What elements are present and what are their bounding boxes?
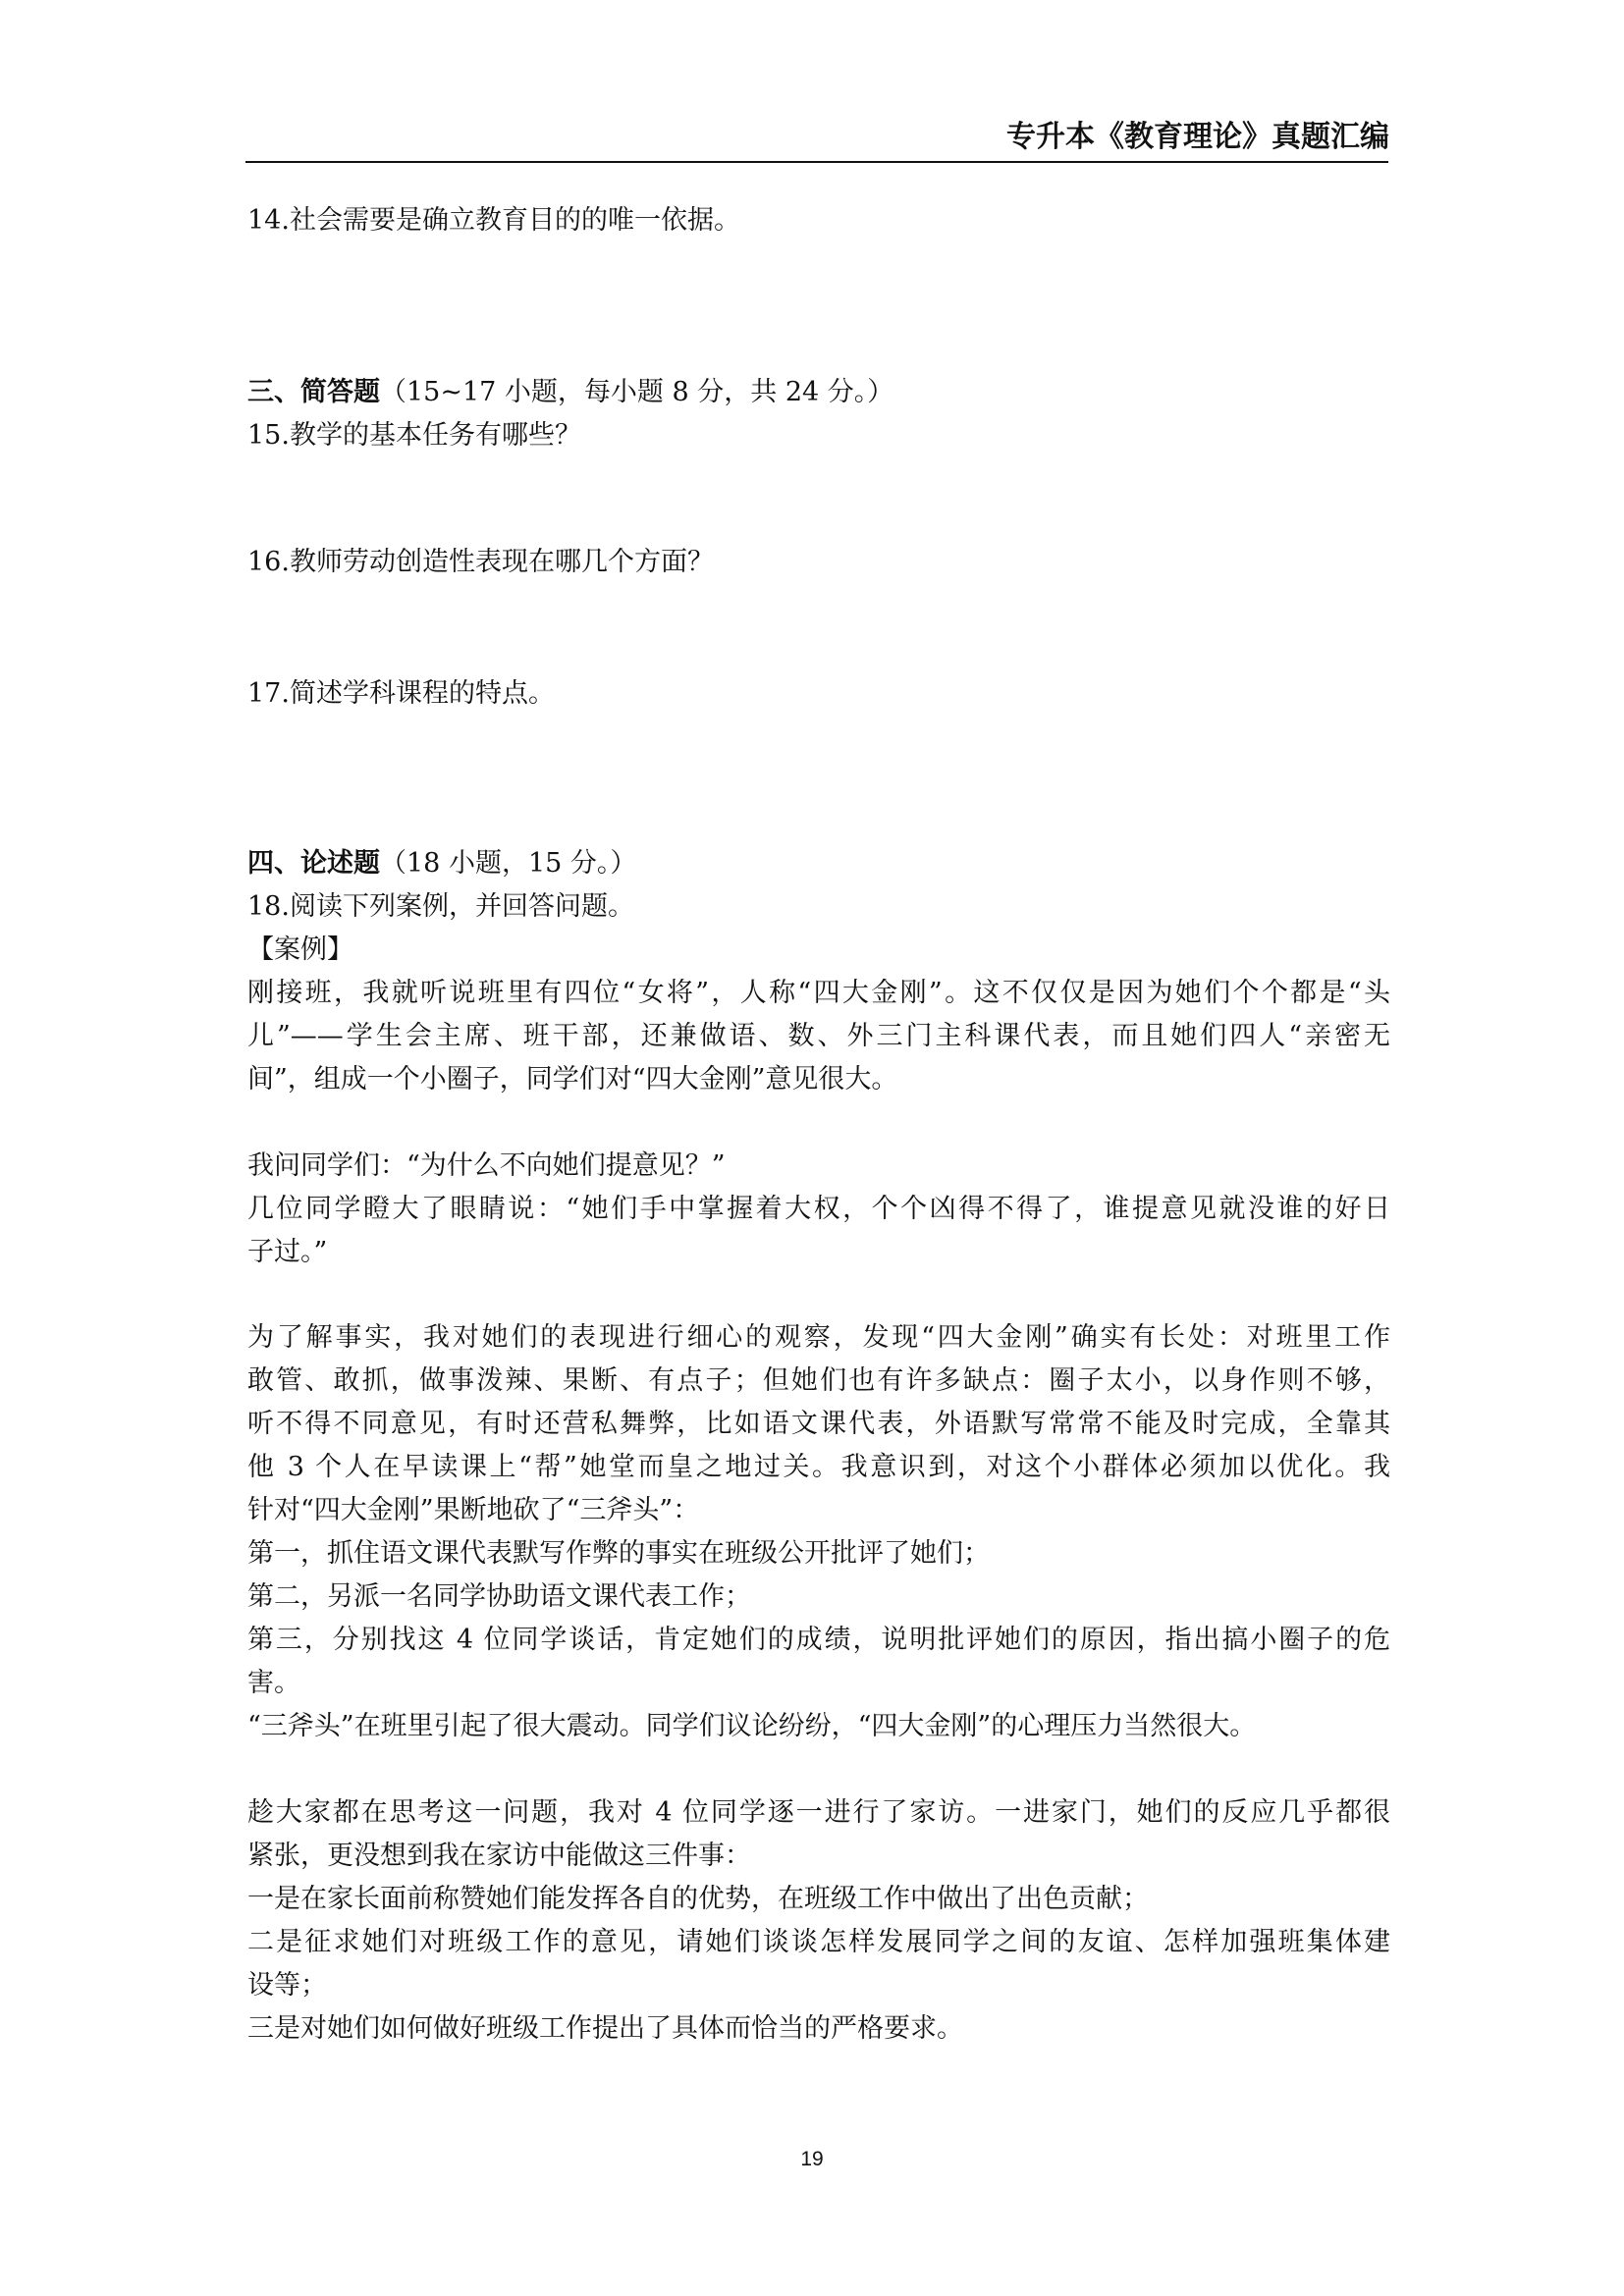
- case-line: 儿”——学生会主席、班干部，还兼做语、数、外三门主科课代表，而且她们四人“亲密无: [247, 1021, 1390, 1051]
- section-4-heading: [247, 844, 1390, 883]
- case-line: 间”，组成一个小圈子，同学们对“四大金刚”意见很大。: [247, 1064, 898, 1095]
- case-line: 一是在家长面前称赞她们能发挥各自的优势，在班级工作中做出了出色贡献；: [247, 1884, 1149, 1914]
- section-3-note: （15~17 小题，每小题 8 分，共 24 分。）: [380, 377, 894, 407]
- section-3-heading: [247, 373, 1390, 412]
- case-line: 第二，另派一名同学协助语文课代表工作；: [247, 1581, 751, 1612]
- case-line: 趁大家都在思考这一问题，我对 4 位同学逐一进行了家访。一进家门，她们的反应几乎都很: [247, 1797, 1390, 1828]
- case-line: 刚接班，我就听说班里有四位“女将”，人称“四大金刚”。这不仅仅是因为她们个个都是“头: [247, 978, 1390, 1008]
- page-number: 19: [800, 2148, 824, 2170]
- case-line: 听不得不同意见，有时还营私舞弊，比如语文课代表，外语默写常常不能及时完成，全靠其: [247, 1409, 1390, 1439]
- question-15: 15.教学的基本任务有哪些？: [247, 420, 581, 451]
- case-line: 几位同学瞪大了眼睛说：“她们手中掌握着大权，个个凶得不得了，谁提意见就没谁的好日: [247, 1194, 1390, 1224]
- section-3-title: 三、简答题: [247, 377, 380, 407]
- case-line: 设等；: [247, 1970, 327, 2001]
- case-line: 第三，分别找这 4 位同学谈话，肯定她们的成绩，说明批评她们的原因，指出搞小圈子的危: [247, 1625, 1390, 1655]
- header-title: 专升本《教育理论》真题汇编: [1006, 120, 1389, 154]
- case-line: 三是对她们如何做好班级工作提出了具体而恰当的严格要求。: [247, 2013, 963, 2044]
- header-divider: [245, 161, 1388, 163]
- section-4-note: （18 小题，15 分。）: [380, 848, 637, 879]
- question-17: 17.简述学科课程的特点。: [247, 678, 555, 709]
- case-line: 敢管、敢抓，做事泼辣、果断、有点子；但她们也有许多缺点：圈子太小，以身作则不够，: [247, 1365, 1390, 1396]
- question-18: 18.阅读下列案例，并回答问题。: [247, 891, 634, 922]
- case-line: 针对“四大金刚”果断地砍了“三斧头”：: [247, 1495, 700, 1525]
- case-line: 为了解事实，我对她们的表现进行细心的观察，发现“四大金刚”确实有长处：对班里工作: [247, 1322, 1390, 1353]
- question-16: 16.教师劳动创造性表现在哪几个方面？: [247, 547, 714, 577]
- case-line: 子过。”: [247, 1237, 328, 1267]
- section-4-title: 四、论述题: [247, 848, 380, 879]
- question-14: 14.社会需要是确立教育目的的唯一依据。: [247, 205, 740, 236]
- case-line: 紧张，更没想到我在家访中能做这三件事：: [247, 1841, 751, 1871]
- case-label: 【案例】: [247, 934, 353, 965]
- case-line: 害。: [247, 1668, 300, 1698]
- case-line: 第一，抓住语文课代表默写作弊的事实在班级公开批评了她们；: [247, 1538, 990, 1569]
- case-line: 他 3 个人在早读课上“帮”她堂而皇之地过关。我意识到，对这个小群体必须加以优化。我: [247, 1452, 1390, 1482]
- case-line: “三斧头”在班里引起了很大震动。同学们议论纷纷，“四大金刚”的心理压力当然很大。: [247, 1711, 1257, 1741]
- case-line: 我问同学们：“为什么不向她们提意见？”: [247, 1150, 726, 1181]
- case-line: 二是征求她们对班级工作的意见，请她们谈谈怎样发展同学之间的友谊、怎样加强班集体建: [247, 1927, 1390, 1957]
